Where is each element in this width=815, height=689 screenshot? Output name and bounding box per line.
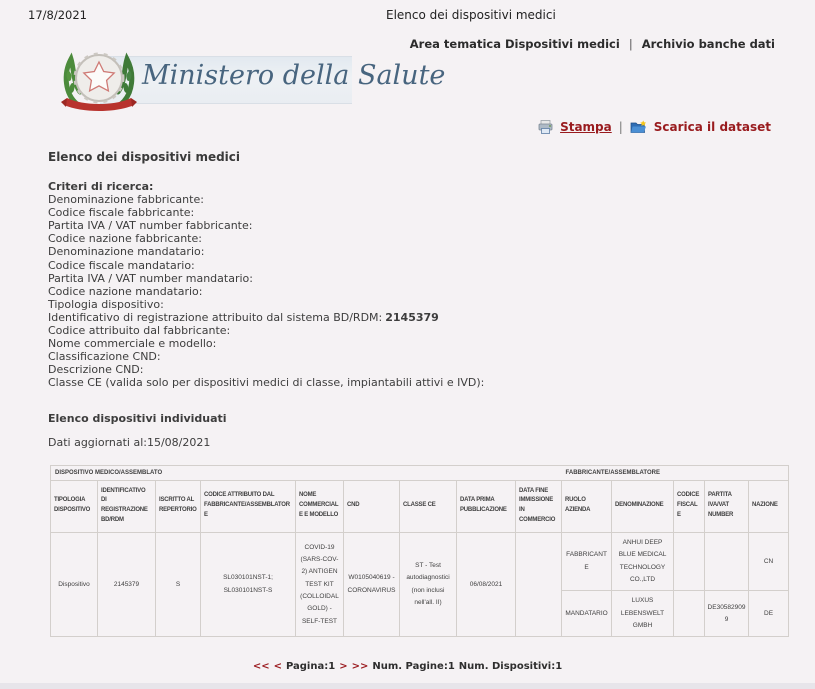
cell-id-registrazione: 2145379	[98, 533, 156, 637]
criteria-line: Codice attribuito dal fabbricante:	[48, 324, 231, 338]
criteria-line: Partita IVA / VAT number mandatario:	[48, 271, 253, 285]
group-header-fabbricante: FABBRICANTE/ASSEMBLATORE	[562, 465, 789, 480]
col-header-ruolo: RUOLO AZIENDA	[562, 480, 612, 533]
pagination-page-label: Pagina:1	[285, 661, 336, 672]
table-group-header-row	[51, 465, 789, 480]
cell-denominazione-fabbricante: ANHUI DEEP BLUE MEDICAL TECHNOLOGY CO.,LTD	[612, 533, 674, 591]
criteria-line: Partita IVA / VAT number fabbricante:	[48, 219, 253, 233]
criteria-line: Classificazione CND:	[48, 350, 161, 364]
cell-nome-commerciale: COVID-19 (SARS-COV-2) ANTIGEN TEST KIT (COLLOIDAL GOLD) - SELF-TEST	[296, 533, 344, 637]
cell-classe-ce: ST - Test autodiagnostici (non inclusi nell'all. II)	[400, 533, 457, 637]
cell-partita-iva-fabbricante	[705, 533, 749, 591]
criteria-line: Descrizione CND:	[48, 363, 144, 377]
cell-data-fine	[516, 533, 562, 637]
pagination-num-pages: Num. Pagine:1	[372, 661, 455, 672]
col-header-nome-commerciale: NOME COMMERCIALE E MODELLO	[296, 480, 344, 533]
criteria-line: Classe CE (valida solo per dispositivi medici di classe, impiantabili attivi e IVD):	[48, 376, 485, 390]
criteria-line: Tipologia dispositivo:	[48, 297, 164, 311]
cell-codice-fiscale-mandatario	[674, 591, 705, 637]
cell-data-prima: 06/08/2021	[457, 533, 516, 637]
criteria-line: Codice nazione mandatario:	[48, 284, 203, 298]
cell-iscritto: S	[156, 533, 201, 637]
breadcrumb-archivio-link[interactable]: Archivio banche dati	[641, 37, 775, 51]
devices-table	[50, 465, 789, 638]
updated-date: Dati aggiornati al:15/08/2021	[48, 435, 211, 449]
printer-icon[interactable]	[538, 120, 553, 134]
toolbar-separator: |	[618, 120, 623, 134]
group-header-dispositivo: DISPOSITIVO MEDICO/ASSEMBLATO	[51, 465, 562, 480]
page-toolbar	[538, 120, 771, 134]
download-dataset-button[interactable]: Scarica il dataset	[653, 120, 771, 134]
criteria-title: Criteri di ricerca:	[48, 180, 154, 193]
criteria-line: Codice nazione fabbricante:	[48, 232, 202, 246]
cell-codice-fabbricante: SL030101NST-1; SL030101NST-S	[201, 533, 296, 637]
page-title: Elenco dei dispositivi medici	[48, 150, 241, 164]
scan-bottom-edge	[0, 683, 815, 689]
print-page-title: Elenco dei dispositivi medici	[386, 8, 556, 22]
cell-partita-iva-mandatario: DE305829099	[705, 591, 749, 637]
col-header-data-fine: DATA FINE IMMISSIONE IN COMMERCIO	[516, 480, 562, 533]
breadcrumb-separator: |	[628, 37, 633, 51]
breadcrumb-area-tematica-link[interactable]: Area tematica Dispositivi medici	[409, 37, 620, 51]
criteria-line-bdrdm: Identificativo di registrazione attribuito dal sistema BD/RDM: 2145379	[48, 310, 439, 324]
results-title: Elenco dispositivi individuati	[48, 411, 227, 425]
col-header-denominazione: DENOMINAZIONE	[612, 480, 674, 533]
col-header-codice-fiscale: CODICE FISCALE	[674, 480, 705, 533]
cell-tipologia: Dispositivo	[51, 533, 98, 637]
col-header-tipologia: TIPOLOGIA DISPOSITIVO	[51, 480, 98, 533]
cell-nazione-fabbricante: CN	[749, 533, 789, 591]
col-header-identificativo: IDENTIFICATIVO DI REGISTRAZIONE BD/RDM	[98, 480, 156, 533]
cell-nazione-mandatario: DE	[749, 591, 789, 637]
col-header-codice-attribuito: CODICE ATTRIBUITO DAL FABBRICANTE/ASSEMBLATORE	[201, 480, 296, 533]
pagination-next-button[interactable]: >	[339, 661, 348, 672]
device-row	[51, 533, 789, 591]
cell-codice-fiscale-fabbricante	[674, 533, 705, 591]
pagination-last-button[interactable]: >>	[351, 661, 369, 672]
pagination-num-devices: Num. Dispositivi:1	[458, 661, 563, 672]
cell-denominazione-mandatario: LUXUS LEBENSWELT GMBH	[612, 591, 674, 637]
pagination-prev-button[interactable]: <	[273, 661, 282, 672]
breadcrumb	[410, 37, 775, 51]
criteria-line: Codice fiscale fabbricante:	[48, 206, 195, 220]
pagination	[0, 661, 815, 672]
col-header-iscritto: ISCRITTO AL REPERTORIO	[156, 480, 201, 533]
logo-wordmark: Ministero della Salute	[142, 60, 446, 91]
ministero-salute-logo[interactable]	[58, 40, 446, 116]
bdrdm-value: 2145379	[385, 310, 439, 324]
pagination-first-button[interactable]: <<	[252, 661, 270, 672]
table-header-row	[51, 480, 789, 533]
italy-emblem-icon	[58, 42, 140, 116]
cell-ruolo-fabbricante: FABBRICANTE	[562, 533, 612, 591]
criteria-line: Nome commerciale e modello:	[48, 337, 217, 351]
cell-cnd: W0105040619 - CORONAVIRUS	[344, 533, 400, 637]
print-date: 17/8/2021	[28, 8, 87, 22]
cell-ruolo-mandatario: MANDATARIO	[562, 591, 612, 637]
criteria-line: Denominazione mandatario:	[48, 245, 205, 259]
criteria-line: Denominazione fabbricante:	[48, 193, 204, 207]
main-content	[48, 150, 788, 637]
col-header-data-prima: DATA PRIMA PUBBLICAZIONE	[457, 480, 516, 533]
col-header-cnd: CND	[344, 480, 400, 533]
col-header-classe-ce: CLASSE CE	[400, 480, 457, 533]
print-button[interactable]: Stampa	[560, 120, 612, 134]
col-header-partita-iva: PARTITA IVA/VAT NUMBER	[705, 480, 749, 533]
col-header-nazione: NAZIONE	[749, 480, 789, 533]
criteria-line: Codice fiscale mandatario:	[48, 258, 195, 272]
download-dataset-icon[interactable]	[630, 120, 647, 134]
